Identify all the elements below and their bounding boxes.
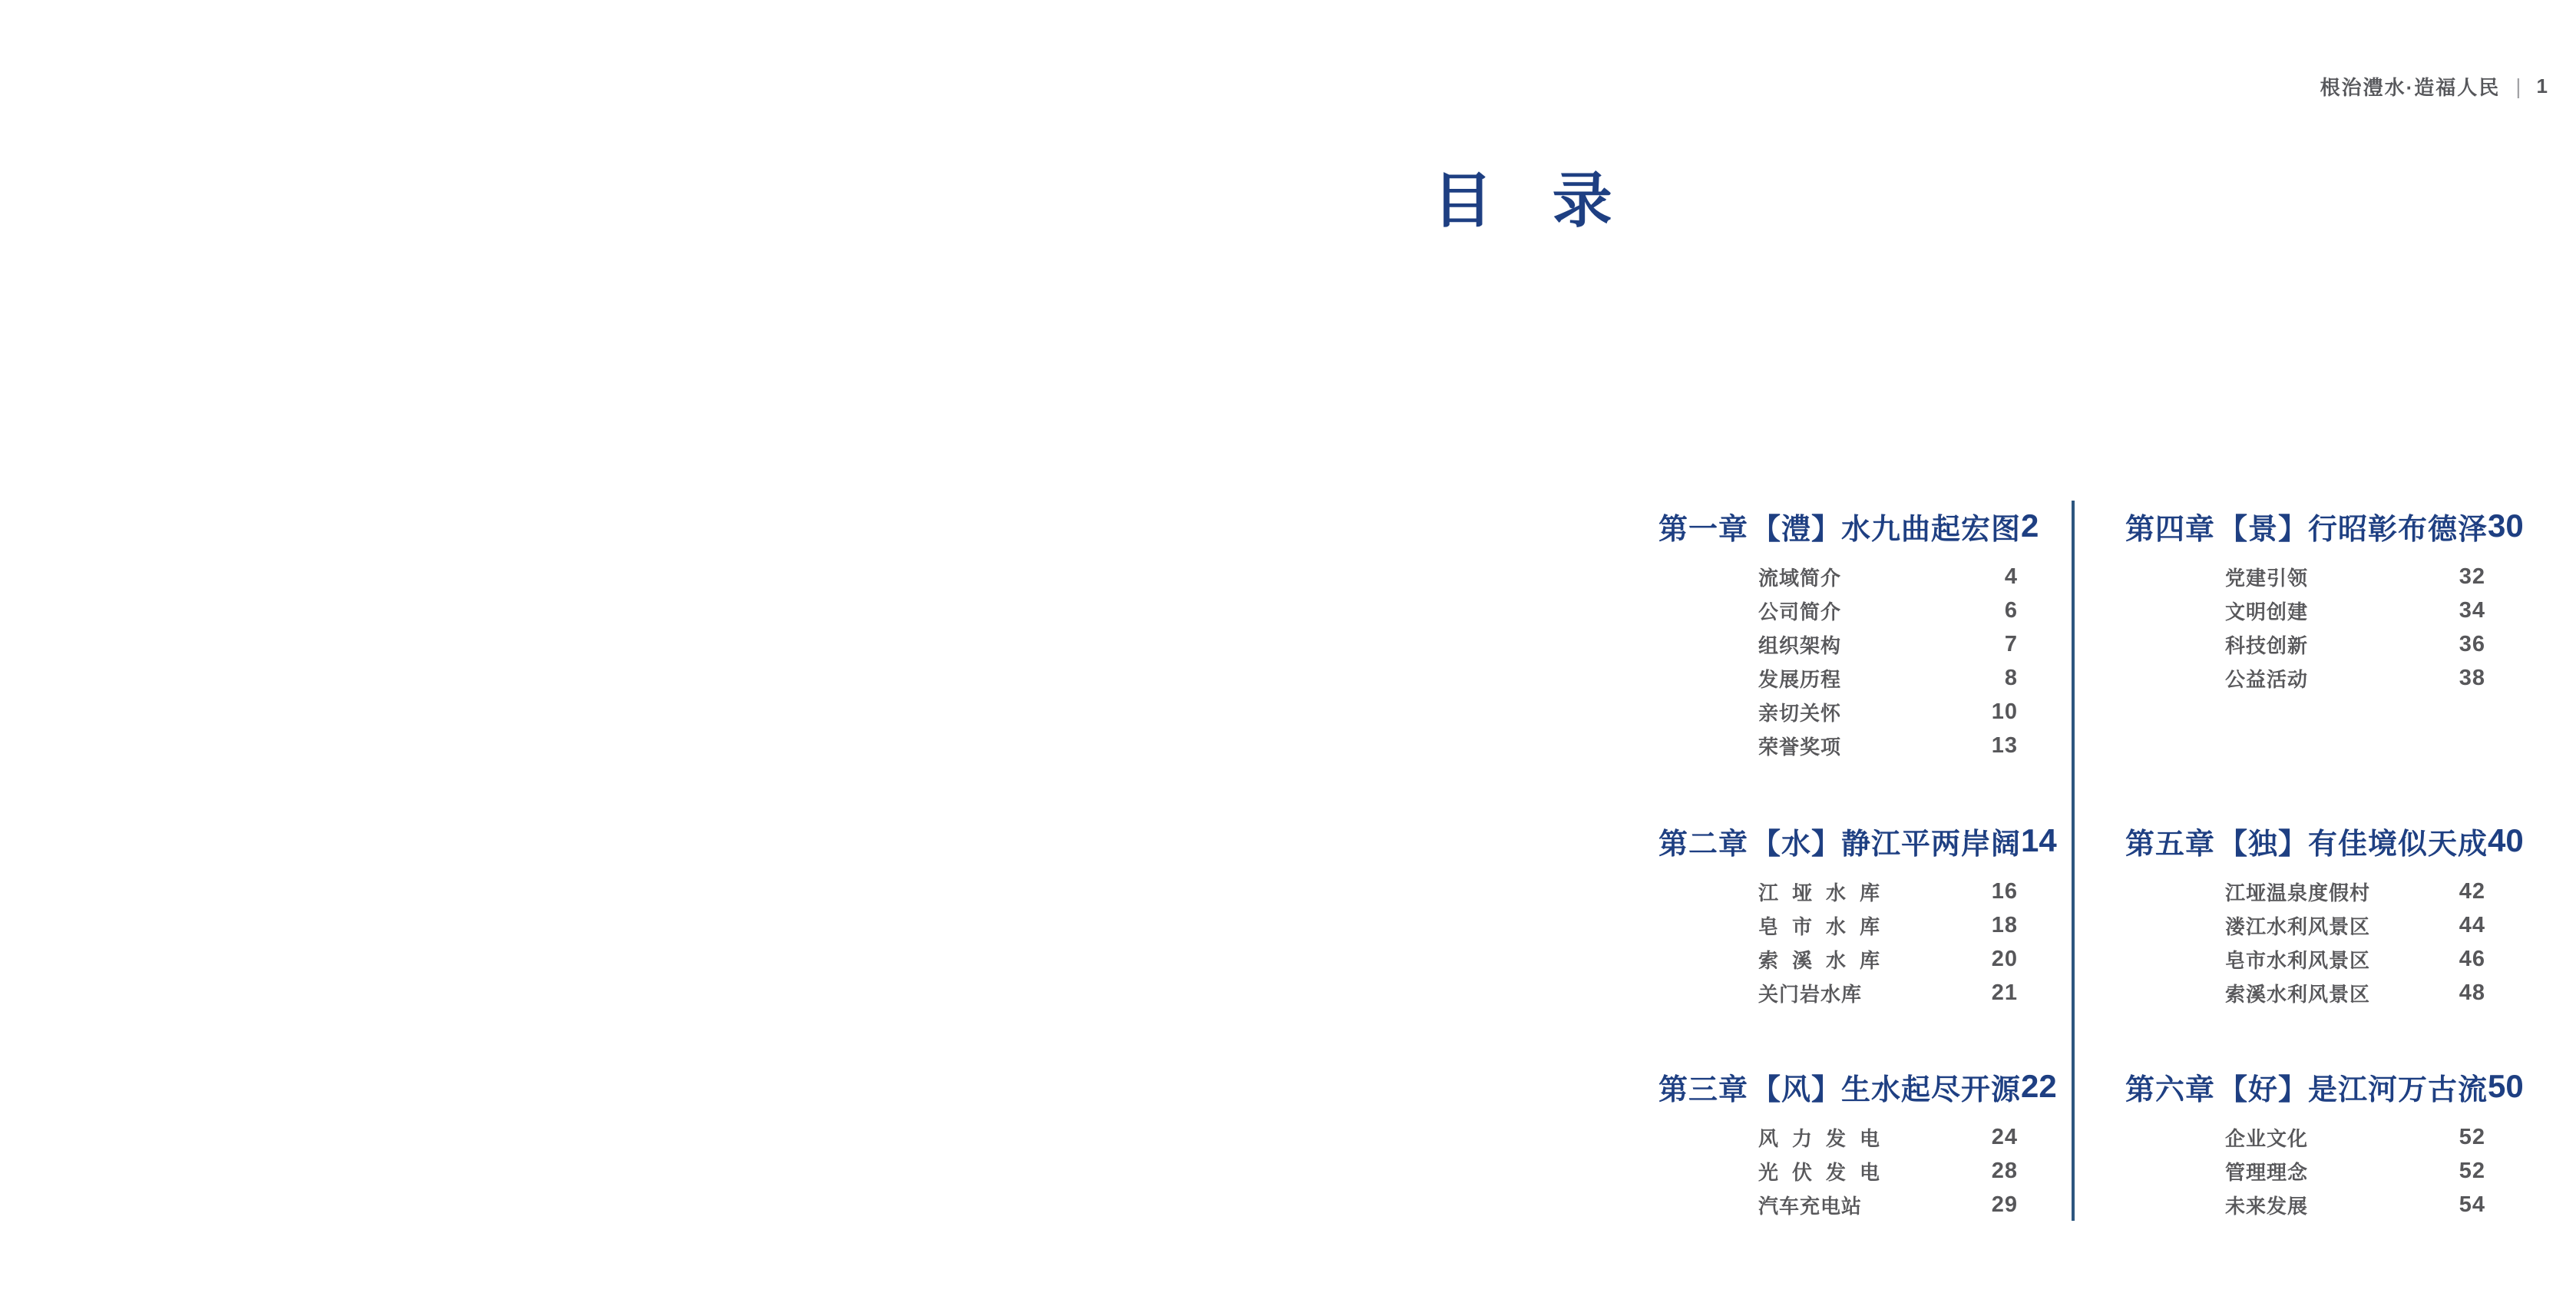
toc-chapter-row[interactable] bbox=[2125, 508, 2524, 546]
toc-item[interactable] bbox=[2225, 627, 2485, 661]
toc-item-page-number: 24 bbox=[1991, 1124, 2018, 1149]
toc-item-label: 文明创建 bbox=[2225, 600, 2309, 623]
chapter-label: 第一章 bbox=[1658, 513, 1749, 546]
running-head bbox=[2320, 72, 2548, 101]
toc-item[interactable] bbox=[2225, 593, 2485, 627]
toc-item-page-number: 34 bbox=[2459, 597, 2485, 623]
toc-section bbox=[1658, 508, 2039, 762]
toc-item-page-number: 52 bbox=[2459, 1158, 2485, 1183]
chapter-title: 【风】生水起尽开源 bbox=[1751, 1073, 2022, 1106]
toc-item-page-number: 8 bbox=[2004, 665, 2018, 690]
toc-item-page-number: 13 bbox=[1991, 732, 2018, 758]
toc-item[interactable] bbox=[1758, 627, 2018, 661]
toc-item-page-number: 16 bbox=[1991, 878, 2018, 904]
toc-item-page-number: 36 bbox=[2459, 631, 2485, 656]
toc-item-page-number: 42 bbox=[2459, 878, 2485, 904]
toc-item-page-number: 20 bbox=[1991, 946, 2018, 971]
toc-item[interactable] bbox=[1758, 729, 2018, 762]
running-head-page-number: 1 bbox=[2536, 74, 2548, 98]
toc-item[interactable] bbox=[1758, 560, 2018, 593]
toc-item-label: 科技创新 bbox=[2225, 633, 2309, 657]
toc-item-page-number: 28 bbox=[1991, 1158, 2018, 1183]
toc-item[interactable] bbox=[2225, 908, 2485, 942]
chapter-label: 第五章 bbox=[2125, 828, 2216, 861]
toc-item[interactable] bbox=[2225, 1120, 2485, 1154]
toc-item-label: 皂市水利风景区 bbox=[2225, 948, 2371, 972]
toc-item-list bbox=[1658, 875, 2018, 1010]
chapter-title: 【独】有佳境似天成 bbox=[2218, 828, 2488, 861]
toc-item-label: 溇江水利风景区 bbox=[2225, 914, 2371, 938]
chapter-title: 【水】静江平两岸阔 bbox=[1751, 828, 2022, 861]
toc-item[interactable] bbox=[2225, 1188, 2485, 1222]
toc-section bbox=[1658, 822, 2057, 1010]
toc-item-label: 江垭温泉度假村 bbox=[2225, 881, 2371, 904]
toc-item-list bbox=[2125, 875, 2485, 1010]
toc-item[interactable] bbox=[2225, 976, 2485, 1010]
toc-item-page-number: 48 bbox=[2459, 980, 2485, 1005]
toc-item[interactable] bbox=[1758, 661, 2018, 695]
toc-item-label: 光伏发电 bbox=[1758, 1160, 1894, 1184]
toc-item-page-number: 38 bbox=[2459, 665, 2485, 690]
chapter-title: 【景】行昭彰布德泽 bbox=[2218, 513, 2488, 546]
column-divider bbox=[2072, 501, 2075, 1221]
chapter-page-number: 40 bbox=[2488, 822, 2524, 858]
toc-item-page-number: 7 bbox=[2004, 631, 2018, 656]
toc-section bbox=[2125, 1068, 2524, 1222]
chapter-label: 第六章 bbox=[2125, 1073, 2216, 1106]
toc-item[interactable] bbox=[1758, 1154, 2018, 1188]
toc-item-page-number: 10 bbox=[1991, 699, 2018, 724]
toc-item-list bbox=[1658, 1120, 2018, 1222]
toc-item[interactable] bbox=[1758, 908, 2018, 942]
toc-item-label: 发展历程 bbox=[1758, 667, 1842, 691]
toc-item[interactable] bbox=[2225, 560, 2485, 593]
toc-item[interactable] bbox=[2225, 1154, 2485, 1188]
toc-item-label: 荣誉奖项 bbox=[1758, 735, 1842, 759]
toc-item-label: 企业文化 bbox=[2225, 1126, 2309, 1150]
chapter-page-number: 50 bbox=[2488, 1068, 2524, 1104]
toc-item-label: 公司简介 bbox=[1758, 600, 1842, 623]
toc-item-label: 索溪水库 bbox=[1758, 948, 1894, 972]
toc-item-label: 组织架构 bbox=[1758, 633, 1842, 657]
running-head-separator: | bbox=[2515, 74, 2521, 98]
toc-item-label: 江垭水库 bbox=[1758, 881, 1894, 904]
chapter-page-number: 14 bbox=[2021, 822, 2057, 858]
toc-section bbox=[2125, 508, 2524, 695]
toc-chapter-row[interactable] bbox=[1658, 822, 2057, 861]
toc-item-page-number: 29 bbox=[1991, 1192, 2018, 1217]
chapter-label: 第四章 bbox=[2125, 513, 2216, 546]
toc-item-list bbox=[1658, 560, 2018, 762]
toc-item-page-number: 44 bbox=[2459, 912, 2485, 937]
chapter-page-number: 2 bbox=[2021, 508, 2039, 544]
chapter-page-number: 22 bbox=[2021, 1068, 2057, 1104]
toc-item-page-number: 21 bbox=[1991, 980, 2018, 1005]
toc-item[interactable] bbox=[2225, 875, 2485, 908]
toc-item-label: 未来发展 bbox=[2225, 1194, 2309, 1218]
toc-item-label: 索溪水利风景区 bbox=[2225, 982, 2371, 1006]
toc-item-label: 党建引领 bbox=[2225, 566, 2309, 590]
toc-item[interactable] bbox=[1758, 1120, 2018, 1154]
toc-chapter-row[interactable] bbox=[2125, 822, 2524, 861]
toc-section bbox=[1658, 1068, 2057, 1222]
toc-item-page-number: 52 bbox=[2459, 1124, 2485, 1149]
toc-item-label: 汽车充电站 bbox=[1758, 1194, 1863, 1218]
toc-chapter-row[interactable] bbox=[1658, 1068, 2057, 1106]
chapter-title: 【好】是江河万古流 bbox=[2218, 1073, 2488, 1106]
toc-item-page-number: 4 bbox=[2004, 564, 2018, 589]
toc-item-label: 亲切关怀 bbox=[1758, 701, 1842, 725]
chapter-label: 第三章 bbox=[1658, 1073, 1749, 1106]
toc-item[interactable] bbox=[1758, 942, 2018, 976]
toc-item[interactable] bbox=[1758, 1188, 2018, 1222]
toc-item-label: 皂市水库 bbox=[1758, 914, 1894, 938]
chapter-title: 【澧】水九曲起宏图 bbox=[1751, 513, 2022, 546]
toc-column-left bbox=[1658, 499, 2057, 1236]
toc-item[interactable] bbox=[1758, 875, 2018, 908]
toc-item-page-number: 46 bbox=[2459, 946, 2485, 971]
toc-chapter-row[interactable] bbox=[1658, 508, 2039, 546]
toc-item-list bbox=[2125, 1120, 2485, 1222]
toc-item[interactable] bbox=[1758, 593, 2018, 627]
toc-item[interactable] bbox=[1758, 976, 2018, 1010]
toc-chapter-row[interactable] bbox=[2125, 1068, 2524, 1106]
toc-item-label: 风力发电 bbox=[1758, 1126, 1894, 1150]
toc-item-page-number: 54 bbox=[2459, 1192, 2485, 1217]
toc-item-label: 关门岩水库 bbox=[1758, 982, 1863, 1006]
toc-item-list bbox=[2125, 560, 2485, 695]
toc-column-right bbox=[2125, 499, 2524, 1236]
toc-section bbox=[2125, 822, 2524, 1010]
chapter-label: 第二章 bbox=[1658, 828, 1749, 861]
running-head-slogan: 根治澧水·造福人民 bbox=[2320, 76, 2501, 99]
toc-item-page-number: 32 bbox=[2459, 564, 2485, 589]
toc-item-label: 管理理念 bbox=[2225, 1160, 2309, 1184]
toc-item[interactable] bbox=[2225, 661, 2485, 695]
chapter-page-number: 30 bbox=[2488, 508, 2524, 544]
page-title: 目 录 bbox=[1433, 167, 1615, 234]
toc-item-label: 流域简介 bbox=[1758, 566, 1842, 590]
toc-item[interactable] bbox=[2225, 942, 2485, 976]
toc-item[interactable] bbox=[1758, 695, 2018, 729]
toc-item-label: 公益活动 bbox=[2225, 667, 2309, 691]
toc-item-page-number: 18 bbox=[1991, 912, 2018, 937]
toc-item-page-number: 6 bbox=[2004, 597, 2018, 623]
